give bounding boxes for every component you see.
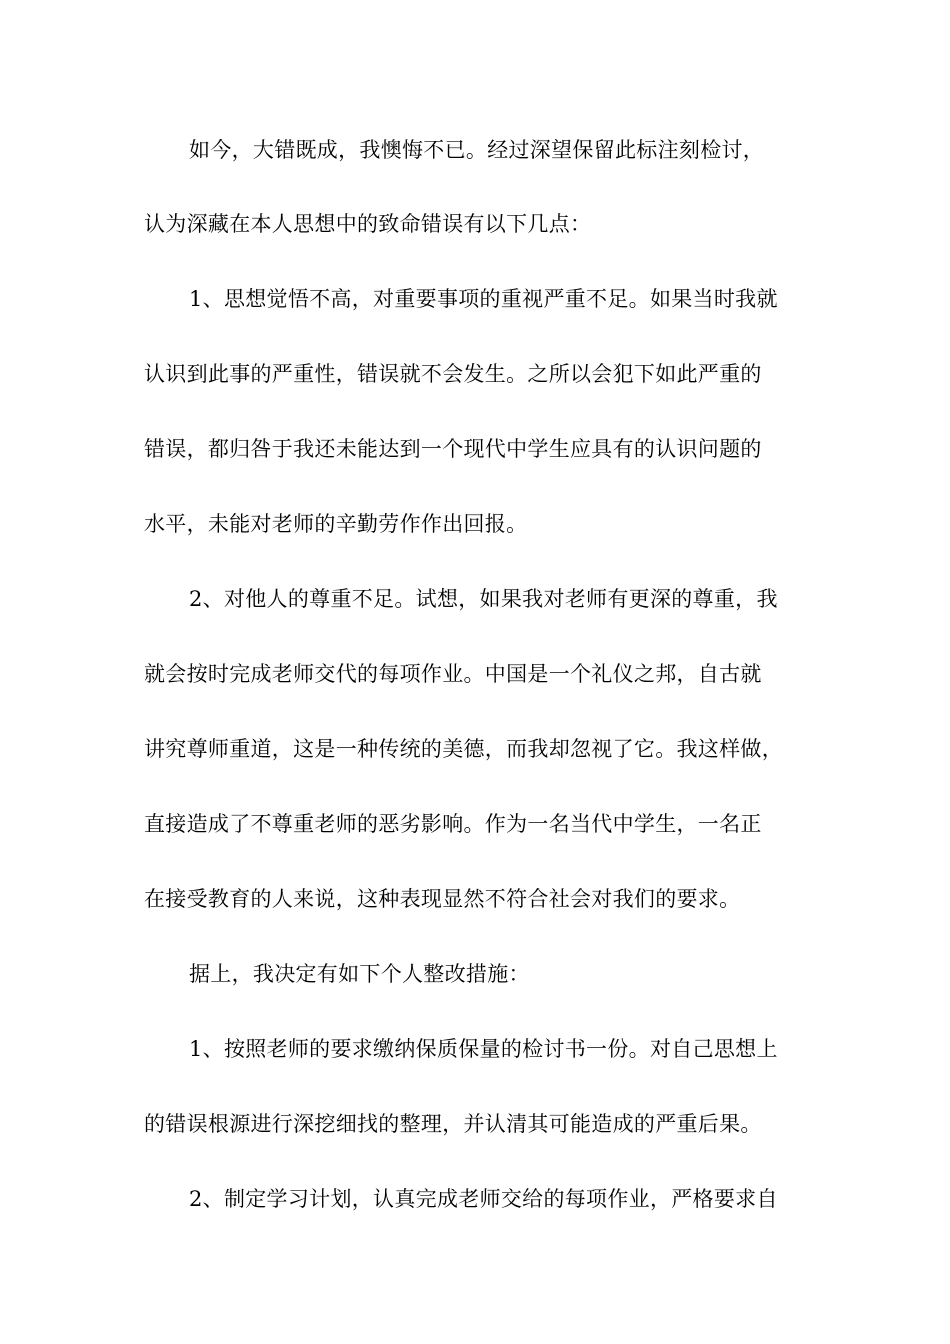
text-line: 如今，大错既成，我懊悔不已。经过深望保留此标注刻检讨， xyxy=(189,138,765,162)
text-line: 1、按照老师的要求缴纳保质保量的检讨书一份。对自己思想上 xyxy=(189,1037,778,1061)
text-line: 的错误根源进行深挖细找的整理，并认清其可能造成的严重后果。 xyxy=(144,1112,762,1136)
text-line: 1、思想觉悟不高，对重要事项的重视严重不足。如果当时我就 xyxy=(189,287,778,311)
text-line: 水平，未能对老师的辛勤劳作作出回报。 xyxy=(144,512,528,536)
text-line: 错误，都归咎于我还未能达到一个现代中学生应具有的认识问题的 xyxy=(144,437,762,461)
text-line: 认为深藏在本人思想中的致命错误有以下几点： xyxy=(144,212,592,236)
text-line: 在接受教育的人来说，这种表现显然不符合社会对我们的要求。 xyxy=(144,887,741,911)
text-line: 2、制定学习计划，认真完成老师交给的每项作业，严格要求自 xyxy=(189,1187,778,1211)
text-line: 据上，我决定有如下个人整改措施： xyxy=(189,962,530,986)
text-line: 认识到此事的严重性，错误就不会发生。之所以会犯下如此严重的 xyxy=(144,362,762,386)
text-line: 2、对他人的尊重不足。试想，如果我对老师有更深的尊重，我 xyxy=(189,587,778,611)
text-line: 直接造成了不尊重老师的恶劣影响。作为一名当代中学生，一名正 xyxy=(144,812,762,836)
text-line: 讲究尊师重道，这是一种传统的美德，而我却忽视了它。我这样做， xyxy=(144,737,783,761)
text-line: 就会按时完成老师交代的每项作业。中国是一个礼仪之邦，自古就 xyxy=(144,662,762,686)
